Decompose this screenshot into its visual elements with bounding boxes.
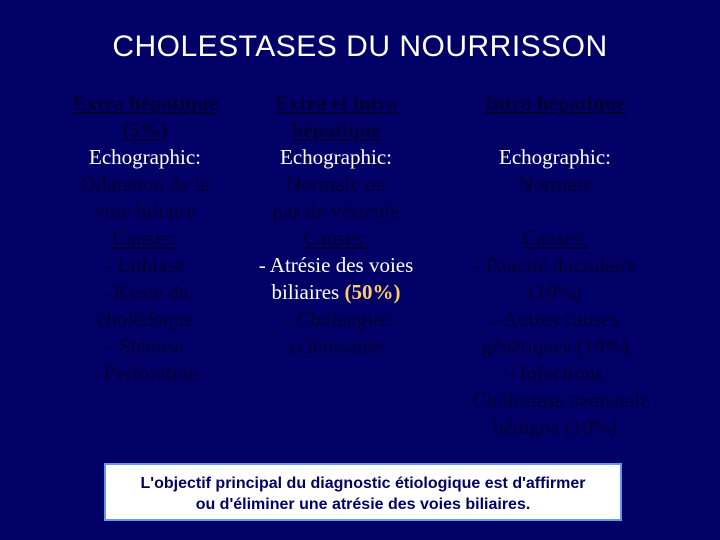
- spacer: [440, 117, 670, 144]
- causes-label: Causes:: [522, 226, 588, 250]
- column-header-line-2: hépatique: [291, 118, 381, 142]
- cause-line-atresie-cont: [236, 279, 436, 306]
- slide-title: CHOLESTASES DU NOURRISSON: [112, 30, 608, 63]
- column-header-percent: (5%): [122, 118, 168, 142]
- cause-line: - Sténose: [106, 334, 184, 358]
- cause-line: cholédoque: [96, 307, 194, 331]
- column-header: Extra et intra: [274, 91, 398, 115]
- key-message-box: [104, 463, 622, 521]
- cause-line: - Infections: [506, 361, 604, 385]
- cause-line: - Autres causes: [491, 307, 619, 331]
- echographic-line: Dilatation de la: [80, 172, 210, 196]
- column-extra-et-intra-hepatique: [236, 90, 436, 360]
- cause-line-atresie: - Atrésie des voies: [258, 253, 414, 277]
- echographic-line: pas de vésicule: [272, 199, 400, 223]
- echographic-label: Echographic:: [499, 145, 611, 169]
- cause-line: - Lithiase: [105, 253, 185, 277]
- key-message-line: L'objectif principal du diagnostic étiologique est d'affirmer: [140, 475, 586, 492]
- cause-line: - Kyste du: [101, 280, 189, 304]
- spacer: [440, 198, 670, 225]
- percent-badge: (50%): [344, 280, 401, 304]
- cause-line: - Cholestase néonatale: [460, 388, 650, 412]
- column-header: Intra hépatique: [484, 91, 626, 115]
- echographic-label: Echographic:: [89, 145, 201, 169]
- column-header: Extra hépatique: [72, 91, 218, 115]
- cause-text: biliaires: [271, 280, 345, 304]
- echographic-label: Echographic:: [280, 145, 392, 169]
- causes-label: Causes:: [303, 226, 369, 250]
- cause-line: (10%): [528, 280, 582, 304]
- cause-line: sclérosante: [289, 334, 383, 358]
- column-extra-hepatique: [40, 90, 250, 387]
- key-message-line: ou d'éliminer une atrésie des voies biliaires.: [195, 496, 531, 513]
- cause-line: génétiques (10%): [481, 334, 629, 358]
- cause-line: bénigne (10%): [492, 415, 618, 439]
- echographic-line: voie biliaire: [94, 199, 196, 223]
- cause-line: - Cholangite: [283, 307, 389, 331]
- echographic-line: Normale: [518, 172, 592, 196]
- column-intra-hepatique: [440, 90, 670, 441]
- causes-label: Causes:: [112, 226, 178, 250]
- echographic-line: Normale ou: [286, 172, 386, 196]
- cause-line: - Perforation: [91, 361, 199, 385]
- cause-line: - Paucité ductulaire: [473, 253, 637, 277]
